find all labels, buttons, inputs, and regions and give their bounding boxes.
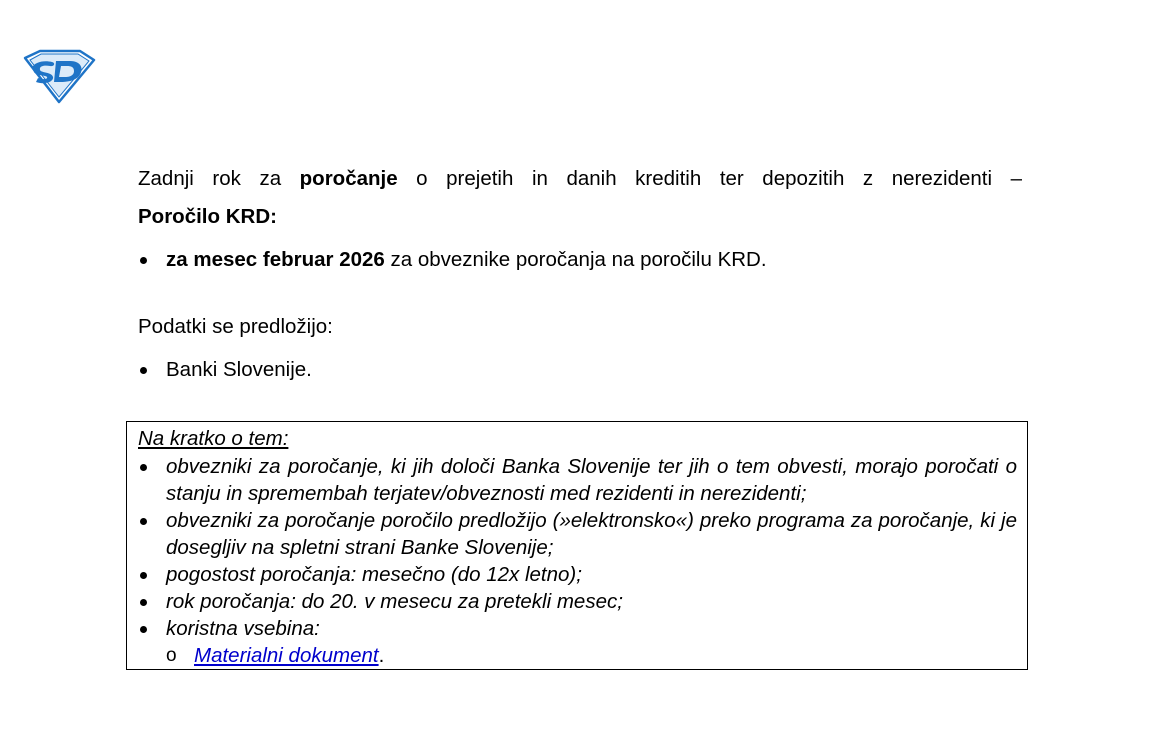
summary-item: obvezniki za poročanje, ki jih določi Banka Slovenije ter jih o tem obvesti, morajo poročati o stanju in spremembah terjatev/obveznosti med rezidenti in nerezidenti; xyxy=(138,453,1017,507)
summary-item: obvezniki za poročanje poročilo predložijo (»elektronsko«) preko programa za poročanje, ki je dosegljiv na spletni strani Banke Slovenije; xyxy=(138,507,1017,561)
submit-list xyxy=(138,351,1022,389)
material-document-link[interactable]: Materialni dokument xyxy=(194,644,379,667)
summary-list xyxy=(138,453,1017,669)
summary-box xyxy=(126,421,1028,670)
link-suffix: . xyxy=(378,644,385,667)
intro-text-3: o prejetih in danih kreditih ter depozitih z nerezidenti – xyxy=(397,167,1022,190)
intro-text-1: Zadnji rok xyxy=(138,167,260,190)
report-body xyxy=(138,160,1022,389)
report-name: Poročilo KRD: xyxy=(138,205,277,228)
intro-text-2: za xyxy=(259,167,300,190)
useful-content-list xyxy=(166,642,1017,669)
intro-line-2 xyxy=(138,198,1022,236)
intro-line-1 xyxy=(138,160,1022,198)
submit-item: Banki Slovenije. xyxy=(138,351,1022,389)
summary-item: rok poročanja: do 20. v mesecu za pretekli mesec; xyxy=(138,588,1017,615)
deadline-list xyxy=(138,241,1022,279)
intro-bold-reporting: poročanje xyxy=(299,167,398,190)
deadline-item xyxy=(138,241,1022,279)
useful-content-item xyxy=(166,642,1017,669)
summary-title: Na kratko o tem: xyxy=(138,427,289,450)
summary-item-useful-label: koristna vsebina: xyxy=(166,617,320,640)
summary-item: pogostost poročanja: mesečno (do 12x letno); xyxy=(138,561,1017,588)
deadline-text: za obveznike poročanja na poročilu KRD. xyxy=(384,248,767,271)
submit-label-text: Podatki se predložijo: xyxy=(138,315,333,338)
intro-paragraph xyxy=(138,160,1022,236)
summary-item-useful xyxy=(138,615,1017,669)
submit-label xyxy=(138,308,1022,346)
sd-logo-icon xyxy=(22,48,96,104)
deadline-period: za mesec februar 2026 xyxy=(166,248,385,271)
